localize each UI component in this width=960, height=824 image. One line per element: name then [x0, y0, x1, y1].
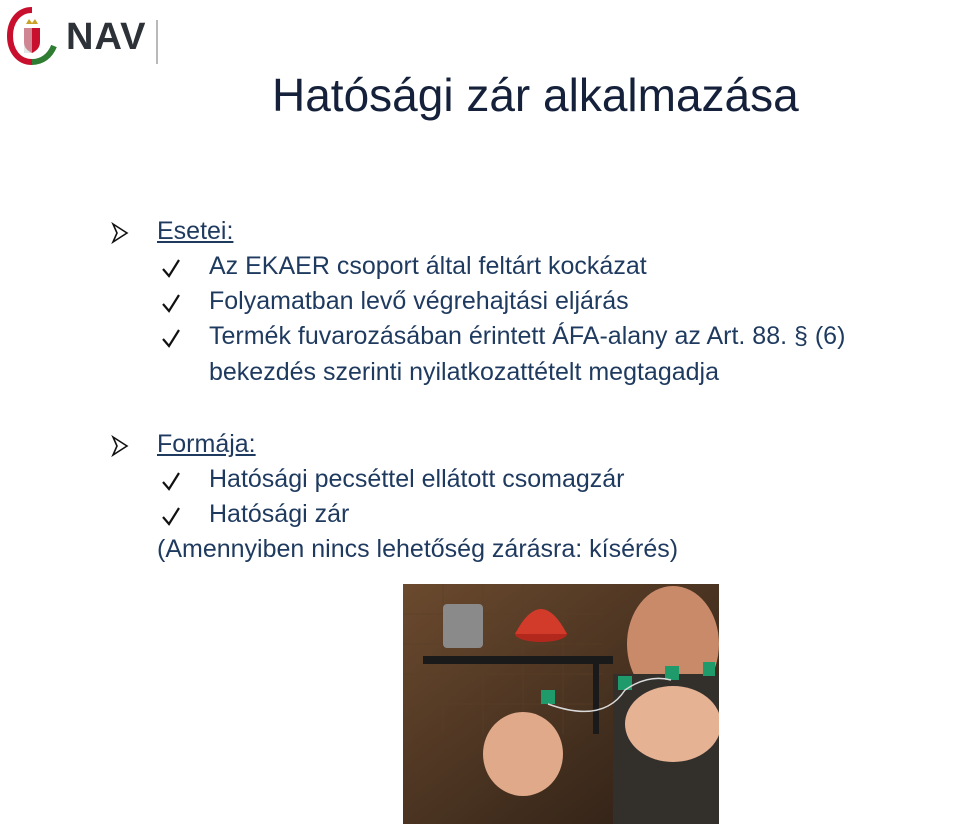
- section1-heading: Esetei:: [157, 217, 234, 245]
- arrow-bullet-icon: [110, 433, 130, 459]
- section2-heading: Formája:: [157, 430, 256, 458]
- seal-photo: [403, 584, 719, 824]
- section1-item-3: Termék fuvarozásában érintett ÁFA-alany az Art. 88. § (6): [209, 322, 846, 350]
- checkmark-icon: [160, 290, 182, 316]
- checkmark-icon: [160, 325, 182, 351]
- photo-illustration: [403, 584, 719, 824]
- checkmark-icon: [160, 503, 182, 529]
- checkmark-icon: [160, 255, 182, 281]
- logo-divider: [156, 20, 158, 64]
- section1-item-1: Az EKAER csoport által feltárt kockázat: [209, 252, 647, 280]
- section2-note: (Amennyiben nincs lehetőség zárásra: kísérés): [157, 535, 679, 563]
- hungarian-coat-of-arms-icon: [6, 6, 58, 66]
- section1-item-3-continued: bekezdés szerinti nyilatkozattételt megtagadja: [209, 358, 720, 386]
- section1-item-2: Folyamatban levő végrehajtási eljárás: [209, 287, 629, 315]
- section2-item-2: Hatósági zár: [209, 500, 350, 528]
- logo-text: NAV: [66, 16, 147, 58]
- nav-logo: [6, 6, 166, 68]
- section2-item-1: Hatósági pecséttel ellátott csomagzár: [209, 465, 625, 493]
- slide-title: Hatósági zár alkalmazása: [272, 69, 799, 121]
- checkmark-icon: [160, 468, 182, 494]
- arrow-bullet-icon: [110, 220, 130, 246]
